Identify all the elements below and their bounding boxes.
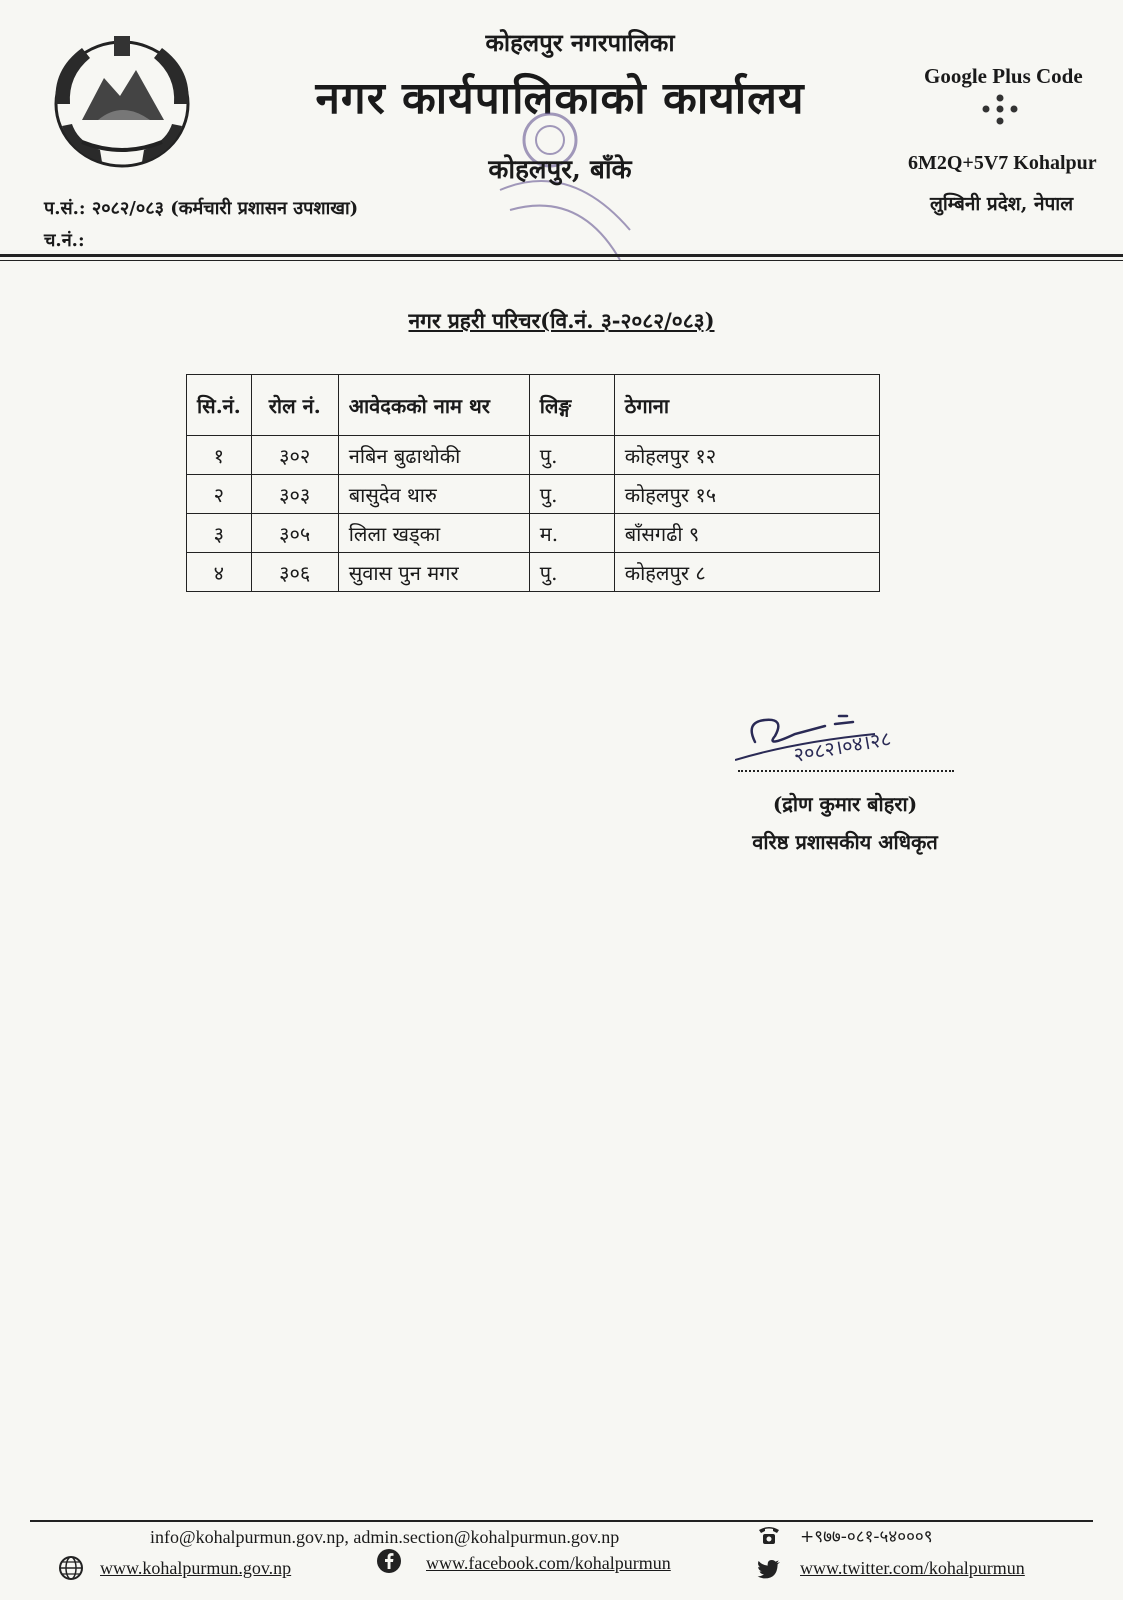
signature-line xyxy=(738,770,954,772)
col-header-address: ठेगाना xyxy=(614,375,879,436)
results-table xyxy=(186,374,880,592)
reference-number: प.सं.: २०८२/०८३ (कर्मचारी प्रशासन उपशाखा) xyxy=(44,198,359,219)
cell-gender: पु. xyxy=(529,475,614,514)
footer-twitter-link[interactable]: www.twitter.com/kohalpurmun xyxy=(800,1558,1025,1578)
cell-name: बासुदेव थारु xyxy=(338,475,529,514)
col-header-sn: सि.नं. xyxy=(187,375,252,436)
globe-icon xyxy=(58,1555,84,1581)
cell-gender: पु. xyxy=(529,436,614,475)
plus-code-dots-icon xyxy=(980,94,1020,130)
footer-phone: +९७७-०८१-५४०००९ xyxy=(800,1527,933,1547)
cell-address: कोहलपुर १५ xyxy=(614,475,879,514)
footer-facebook-link[interactable]: www.facebook.com/kohalpurmun xyxy=(426,1553,671,1573)
col-header-name: आवेदकको नाम थर xyxy=(338,375,529,436)
office-place: कोहलपुर, बाँके xyxy=(488,155,632,185)
table-row xyxy=(187,514,880,553)
table-row xyxy=(187,553,880,592)
cell-name: सुवास पुन मगर xyxy=(338,553,529,592)
table-row xyxy=(187,475,880,514)
cell-gender: पु. xyxy=(529,553,614,592)
plus-code-title: Google Plus Code xyxy=(924,64,1083,88)
twitter-icon xyxy=(756,1556,782,1582)
cell-sn: ४ xyxy=(187,553,252,592)
col-header-gender: लिङ्ग xyxy=(529,375,614,436)
office-name: नगर कार्यपालिकाको कार्यालय xyxy=(315,73,805,124)
cell-gender: म. xyxy=(529,514,614,553)
signature-date: २०८२।०४।२८ xyxy=(791,726,893,767)
cell-roll: ३०३ xyxy=(251,475,338,514)
cell-roll: ३०५ xyxy=(251,514,338,553)
table-row xyxy=(187,436,880,475)
plus-code-region: लुम्बिनी प्रदेश, नेपाल xyxy=(930,193,1074,215)
cell-address: बाँसगढी ९ xyxy=(614,514,879,553)
cell-name: नबिन बुढाथोकी xyxy=(338,436,529,475)
cell-sn: ३ xyxy=(187,514,252,553)
handwritten-signature xyxy=(735,712,965,792)
nepal-emblem-icon xyxy=(42,30,202,172)
cell-roll: ३०२ xyxy=(251,436,338,475)
municipality-name: कोहलपुर नगरपालिका xyxy=(485,28,675,57)
signer-name: (द्रोण कुमार बोहरा) xyxy=(772,792,918,816)
cell-sn: १ xyxy=(187,436,252,475)
footer-website-link[interactable]: www.kohalpurmun.gov.np xyxy=(100,1558,292,1578)
phone-icon xyxy=(756,1522,782,1548)
signer-title: वरिष्ठ प्रशासकीय अधिकृत xyxy=(752,830,938,854)
header-rule-thin xyxy=(0,260,1123,261)
facebook-icon xyxy=(376,1548,402,1574)
dispatch-number: च.नं.: xyxy=(44,230,85,251)
notice-title: नगर प्रहरी परिचर(वि.नं. ३-२०८२/०८३) xyxy=(408,308,715,333)
footer-rule xyxy=(30,1520,1093,1522)
plus-code-value: 6M2Q+5V7 Kohalpur xyxy=(908,152,1097,174)
footer-email[interactable]: info@kohalpurmun.gov.np, admin.section@kohalpurmun.gov.np xyxy=(150,1527,620,1547)
cell-address: कोहलपुर ८ xyxy=(614,553,879,592)
cell-sn: २ xyxy=(187,475,252,514)
cell-name: लिला खड्का xyxy=(338,514,529,553)
col-header-roll: रोल नं. xyxy=(251,375,338,436)
header-rule xyxy=(0,254,1123,257)
cell-roll: ३०६ xyxy=(251,553,338,592)
cell-address: कोहलपुर १२ xyxy=(614,436,879,475)
table-header-row xyxy=(187,375,880,436)
